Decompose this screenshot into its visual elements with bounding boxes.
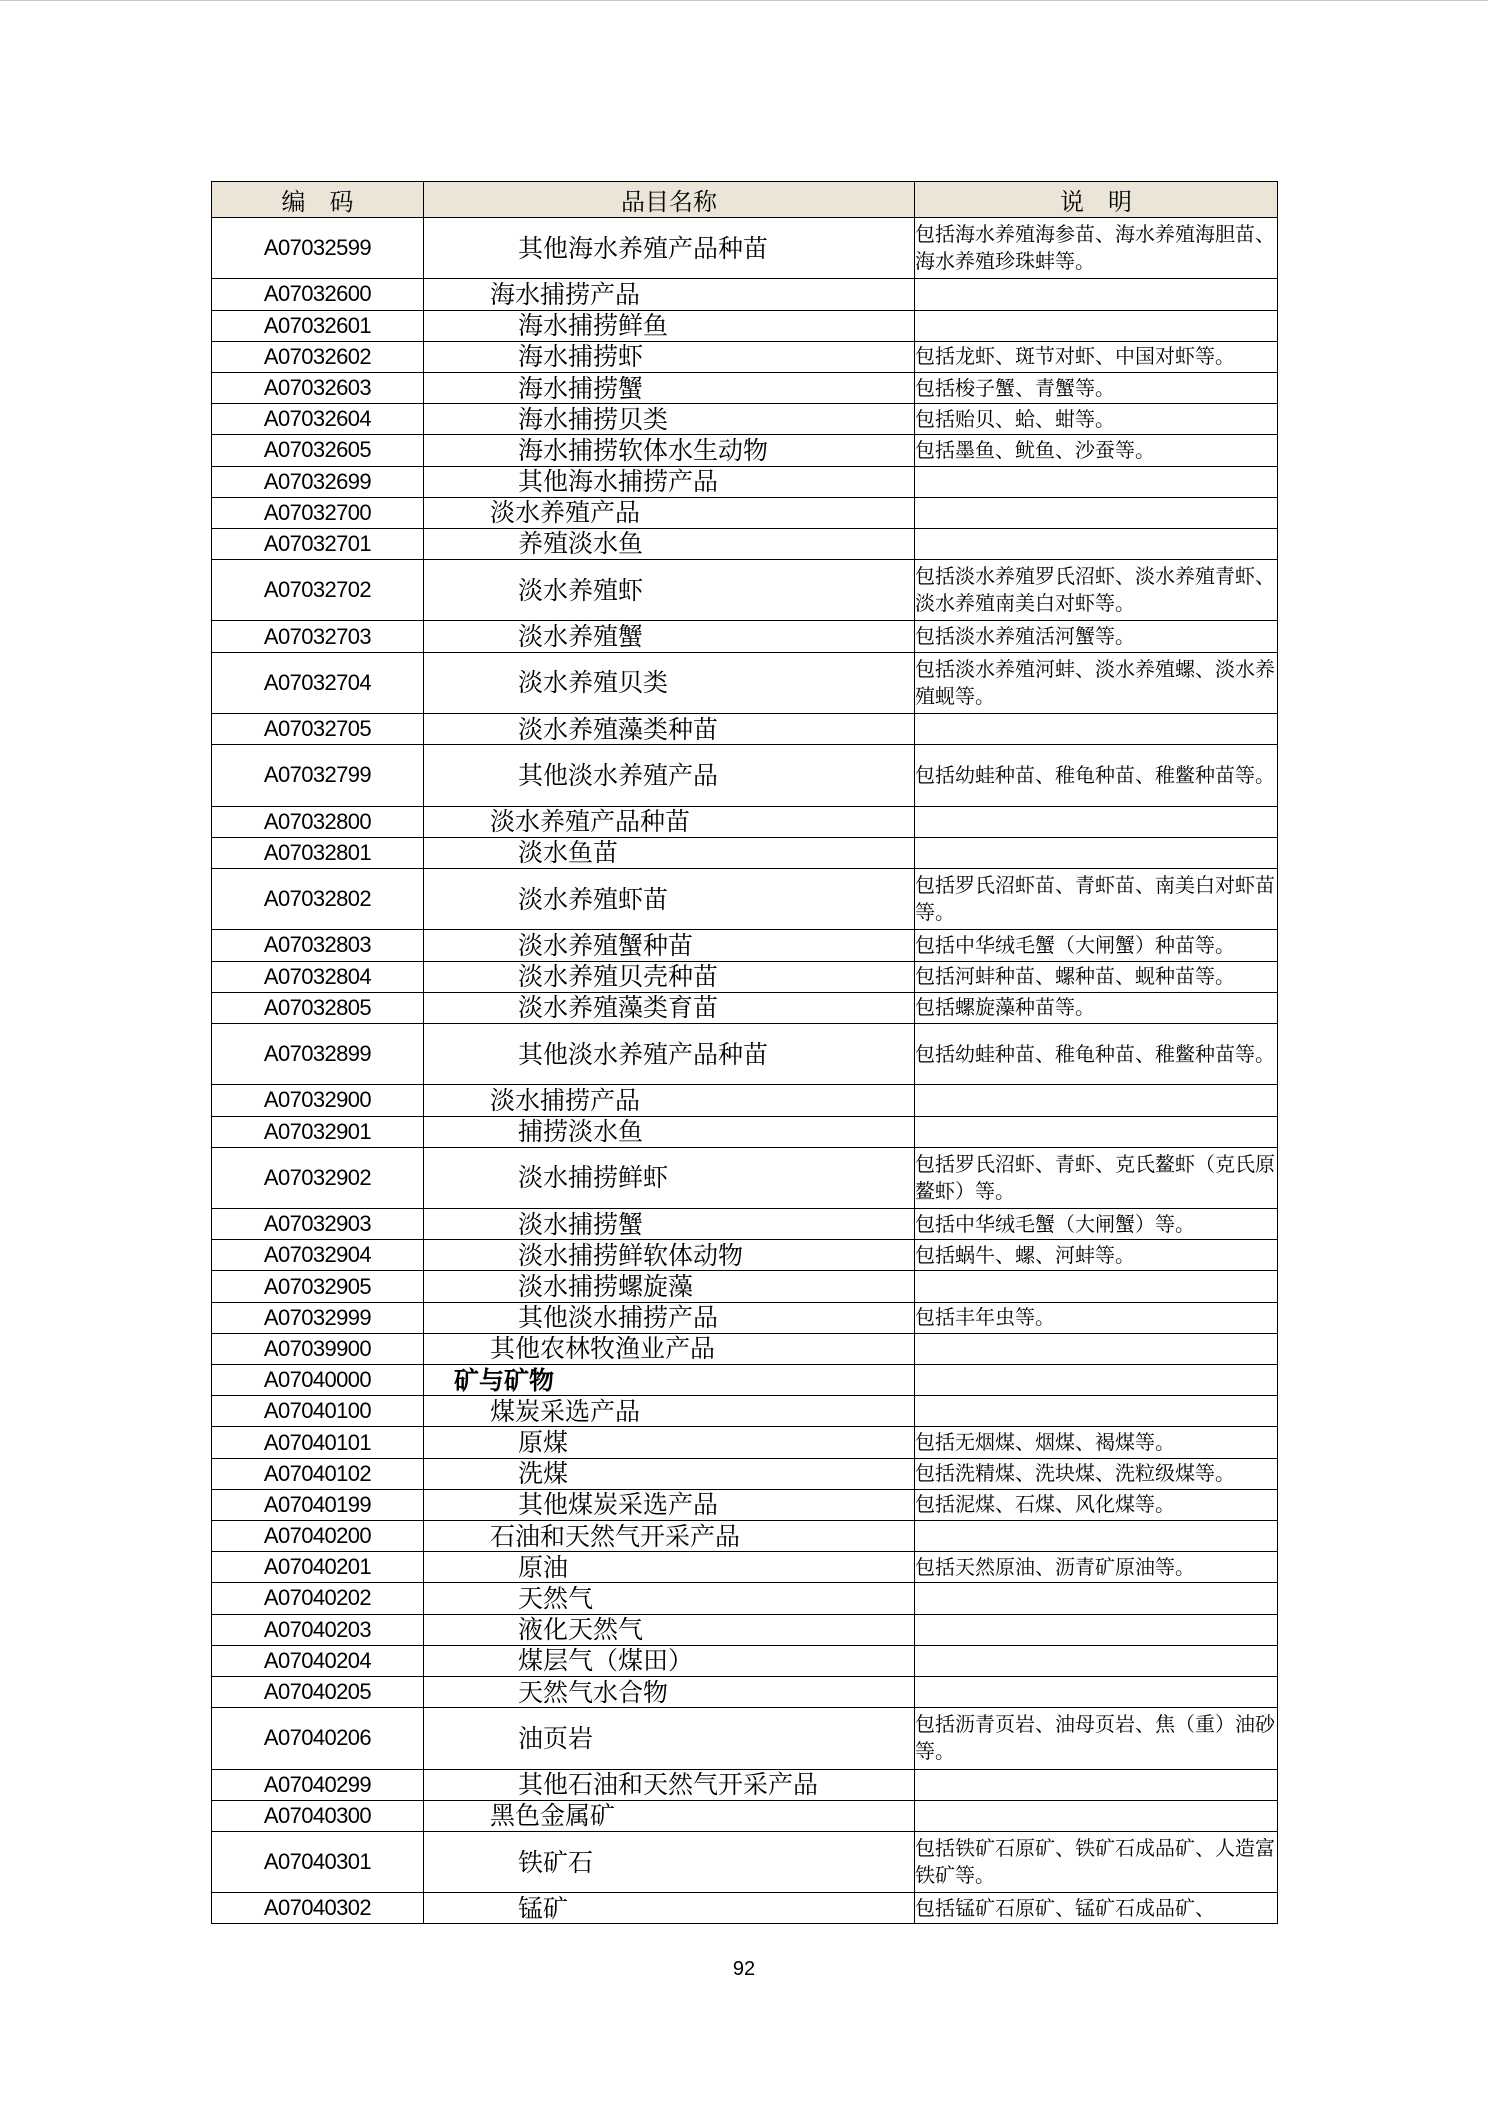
item-code: A07040101 [212,1427,424,1458]
item-code: A07032703 [212,621,424,652]
item-code: A07032599 [212,218,424,279]
item-description: 包括墨鱼、鱿鱼、沙蚕等。 [915,435,1278,466]
item-name: 其他淡水养殖产品 [518,760,719,790]
item-name-cell [424,310,915,341]
item-code: A07039900 [212,1333,424,1364]
item-code: A07040202 [212,1583,424,1614]
item-description: 包括泥煤、石煤、风化煤等。 [915,1489,1278,1520]
item-description [915,1676,1278,1707]
item-description [915,1116,1278,1147]
item-description [915,806,1278,837]
item-name-cell [424,1116,915,1147]
item-code: A07032603 [212,372,424,403]
item-name: 海水捕捞鲜鱼 [518,311,669,341]
item-code: A07032901 [212,1116,424,1147]
item-name: 淡水鱼苗 [518,838,619,868]
item-code: A07032899 [212,1023,424,1084]
item-description [915,1583,1278,1614]
item-description [915,310,1278,341]
table-row [212,528,1278,559]
table-row [212,1893,1278,1924]
item-description: 包括蜗牛、螺、河蚌等。 [915,1240,1278,1271]
item-description: 包括罗氏沼虾、青虾、克氏鳌虾（克氏原鳌虾）等。 [915,1147,1278,1208]
table-row [212,1831,1278,1892]
item-description: 包括铁矿石原矿、铁矿石成品矿、人造富铁矿等。 [915,1831,1278,1892]
item-code: A07032801 [212,837,424,868]
item-name: 海水捕捞虾 [518,342,644,372]
item-code: A07032904 [212,1240,424,1271]
table-row [212,1583,1278,1614]
item-code: A07040300 [212,1800,424,1831]
table-row [212,1240,1278,1271]
item-name-cell [424,652,915,713]
item-name: 海水捕捞贝类 [518,404,669,434]
item-code: A07040205 [212,1676,424,1707]
item-name: 海水捕捞蟹 [518,373,644,403]
item-code: A07032804 [212,961,424,992]
item-name-cell [424,1552,915,1583]
item-description [915,837,1278,868]
item-name-cell [424,528,915,559]
item-name: 捕捞淡水鱼 [518,1117,644,1147]
item-description: 包括海水养殖海参苗、海水养殖海胆苗、海水养殖珍珠蚌等。 [915,218,1278,279]
table-row [212,404,1278,435]
item-name-cell [424,992,915,1023]
table-row [212,218,1278,279]
item-name-cell [424,869,915,930]
item-code: A07032601 [212,310,424,341]
item-name-cell [424,837,915,868]
item-code: A07032903 [212,1209,424,1240]
item-description [915,714,1278,745]
item-name: 天然气水合物 [518,1677,669,1707]
item-name-cell [424,1302,915,1333]
item-code: A07040204 [212,1645,424,1676]
table-row [212,341,1278,372]
table-row [212,310,1278,341]
item-name-cell [424,1520,915,1551]
item-name-cell [424,1489,915,1520]
item-code: A07032705 [212,714,424,745]
item-description: 包括丰年虫等。 [915,1302,1278,1333]
table-row [212,1085,1278,1116]
item-name-cell [424,1893,915,1924]
item-name: 淡水养殖蟹 [518,622,644,652]
item-description [915,497,1278,528]
table-row [212,714,1278,745]
item-name-cell [424,497,915,528]
table-row [212,869,1278,930]
catalog-table [211,181,1278,1924]
table-row [212,1489,1278,1520]
item-code: A07040203 [212,1614,424,1645]
item-name-cell [424,1769,915,1800]
item-description: 包括幼蛙种苗、稚龟种苗、稚鳖种苗等。 [915,1023,1278,1084]
item-description: 包括淡水养殖活河蟹等。 [915,621,1278,652]
item-name-cell [424,435,915,466]
item-code: A07032805 [212,992,424,1023]
item-name-cell [424,372,915,403]
item-name: 石油和天然气开采产品 [490,1521,741,1551]
item-name: 其他海水捕捞产品 [518,467,719,497]
item-code: A07032902 [212,1147,424,1208]
table-row [212,560,1278,621]
item-name-cell [424,1708,915,1769]
table-row [212,1552,1278,1583]
item-description: 包括洗精煤、洗块煤、洗粒级煤等。 [915,1458,1278,1489]
item-code: A07032702 [212,560,424,621]
item-name-cell [424,806,915,837]
item-description: 包括淡水养殖罗氏沼虾、淡水养殖青虾、淡水养殖南美白对虾等。 [915,560,1278,621]
item-name-cell [424,1645,915,1676]
item-name: 原油 [518,1552,569,1582]
item-name: 锰矿 [518,1893,569,1923]
item-code: A07032799 [212,745,424,806]
table-body [212,218,1278,1924]
item-name-cell [424,1583,915,1614]
item-name-cell [424,218,915,279]
item-code: A07032999 [212,1302,424,1333]
desc-header: 说 明 [915,182,1278,218]
item-name: 淡水捕捞鲜虾 [518,1163,669,1193]
item-name: 淡水养殖产品种苗 [490,807,691,837]
item-name-cell [424,1023,915,1084]
item-description: 包括河蚌种苗、螺种苗、蚬种苗等。 [915,961,1278,992]
item-name-cell [424,1831,915,1892]
item-code: A07032900 [212,1085,424,1116]
item-name-cell [424,1240,915,1271]
item-name-cell [424,341,915,372]
item-name-cell [424,1085,915,1116]
item-name-cell [424,1676,915,1707]
table-row [212,992,1278,1023]
item-code: A07040299 [212,1769,424,1800]
item-code: A07032600 [212,279,424,310]
item-name: 其他海水养殖产品种苗 [518,233,769,263]
item-name-cell [424,1271,915,1302]
item-name: 海水捕捞软体水生动物 [518,435,769,465]
item-name: 淡水捕捞螺旋藻 [518,1272,694,1302]
item-name: 液化天然气 [518,1615,644,1645]
item-name: 煤层气（煤田） [518,1646,694,1676]
table-row [212,837,1278,868]
item-name-cell [424,1800,915,1831]
item-name: 淡水养殖虾苗 [518,884,669,914]
table-row [212,961,1278,992]
item-name: 矿与矿物 [454,1365,555,1395]
item-name: 油页岩 [518,1723,594,1753]
item-name-cell [424,1396,915,1427]
item-description [915,279,1278,310]
table-row [212,1116,1278,1147]
item-description [915,1271,1278,1302]
table-row [212,1271,1278,1302]
item-description [915,528,1278,559]
item-code: A07032701 [212,528,424,559]
item-description: 包括罗氏沼虾苗、青虾苗、南美白对虾苗等。 [915,869,1278,930]
item-name: 其他淡水捕捞产品 [518,1303,719,1333]
item-name-cell [424,1333,915,1364]
table-row [212,1645,1278,1676]
table-row [212,435,1278,466]
item-name-cell [424,1458,915,1489]
item-name: 煤炭采选产品 [490,1396,641,1426]
table-row [212,1396,1278,1427]
table-row [212,466,1278,497]
item-code: A07032800 [212,806,424,837]
item-description [915,1396,1278,1427]
table-row [212,1676,1278,1707]
item-name: 淡水捕捞鲜软体动物 [518,1240,744,1270]
table-row [212,745,1278,806]
item-code: A07040201 [212,1552,424,1583]
item-code: A07032802 [212,869,424,930]
item-name: 淡水养殖产品 [490,498,641,528]
item-code: A07040102 [212,1458,424,1489]
item-name: 其他煤炭采选产品 [518,1490,719,1520]
item-description: 包括无烟煤、烟煤、褐煤等。 [915,1427,1278,1458]
item-name: 洗煤 [518,1459,569,1489]
table-row [212,1302,1278,1333]
table-row [212,1800,1278,1831]
item-code: A07032602 [212,341,424,372]
item-code: A07032704 [212,652,424,713]
item-name: 淡水养殖贝壳种苗 [518,962,719,992]
table-row [212,1769,1278,1800]
table-row [212,621,1278,652]
item-name: 淡水养殖贝类 [518,668,669,698]
item-code: A07032700 [212,497,424,528]
item-name: 其他石油和天然气开采产品 [518,1770,819,1800]
table-row [212,279,1278,310]
item-description: 包括中华绒毛蟹（大闸蟹）等。 [915,1209,1278,1240]
item-description [915,1800,1278,1831]
item-name: 铁矿石 [518,1847,594,1877]
item-description: 包括梭子蟹、青蟹等。 [915,372,1278,403]
item-description: 包括沥青页岩、油母页岩、焦（重）油砂等。 [915,1708,1278,1769]
item-name: 淡水捕捞蟹 [518,1209,644,1239]
item-name: 其他淡水养殖产品种苗 [518,1039,769,1069]
item-code: A07032905 [212,1271,424,1302]
item-name: 其他农林牧渔业产品 [490,1334,716,1364]
item-name: 淡水养殖蟹种苗 [518,930,694,960]
item-description: 包括螺旋藻种苗等。 [915,992,1278,1023]
item-name-cell [424,714,915,745]
item-name-cell [424,279,915,310]
table-row [212,930,1278,961]
table-row [212,1427,1278,1458]
item-name-cell [424,1614,915,1645]
item-name: 淡水捕捞产品 [490,1085,641,1115]
item-name-cell [424,404,915,435]
item-name-cell [424,1147,915,1208]
item-name: 黑色金属矿 [490,1801,616,1831]
item-code: A07040200 [212,1520,424,1551]
item-name: 淡水养殖藻类育苗 [518,993,719,1023]
table-row [212,1209,1278,1240]
item-code: A07040000 [212,1365,424,1396]
item-name-cell [424,466,915,497]
item-code: A07032699 [212,466,424,497]
item-code: A07040302 [212,1893,424,1924]
page-number: 92 [732,1958,756,1980]
item-name-cell [424,930,915,961]
table-row [212,652,1278,713]
item-code: A07032604 [212,404,424,435]
item-name-cell [424,745,915,806]
item-name-cell [424,621,915,652]
item-description: 包括龙虾、斑节对虾、中国对虾等。 [915,341,1278,372]
item-description: 包括幼蛙种苗、稚龟种苗、稚鳖种苗等。 [915,745,1278,806]
table-row [212,806,1278,837]
table-row [212,1708,1278,1769]
item-description [915,1520,1278,1551]
header-row [212,182,1278,218]
item-name: 海水捕捞产品 [490,279,641,309]
table-row [212,1023,1278,1084]
table-row [212,1458,1278,1489]
item-description: 包括中华绒毛蟹（大闸蟹）种苗等。 [915,930,1278,961]
item-description [915,1769,1278,1800]
item-description: 包括贻贝、蛤、蚶等。 [915,404,1278,435]
item-description [915,1333,1278,1364]
table-row [212,497,1278,528]
item-description [915,1614,1278,1645]
item-description [915,1645,1278,1676]
item-description [915,1365,1278,1396]
item-code: A07040301 [212,1831,424,1892]
item-name-cell [424,1365,915,1396]
item-description: 包括天然原油、沥青矿原油等。 [915,1552,1278,1583]
code-header: 编 码 [212,182,424,218]
name-header: 品目名称 [424,182,915,218]
table-row [212,1520,1278,1551]
item-name: 淡水养殖虾 [518,575,644,605]
item-name: 天然气 [518,1583,594,1613]
item-description: 包括锰矿石原矿、锰矿石成品矿、 [915,1893,1278,1924]
item-name: 原煤 [518,1428,569,1458]
item-description [915,466,1278,497]
item-code: A07040206 [212,1708,424,1769]
item-description: 包括淡水养殖河蚌、淡水养殖螺、淡水养殖蚬等。 [915,652,1278,713]
item-name-cell [424,961,915,992]
item-name-cell [424,560,915,621]
item-code: A07040199 [212,1489,424,1520]
item-description [915,1085,1278,1116]
table-row [212,372,1278,403]
table-row [212,1333,1278,1364]
item-code: A07032605 [212,435,424,466]
table-row [212,1147,1278,1208]
top-border [0,0,1488,1]
item-code: A07032803 [212,930,424,961]
item-name: 养殖淡水鱼 [518,529,644,559]
table-row [212,1365,1278,1396]
item-code: A07040100 [212,1396,424,1427]
item-name: 淡水养殖藻类种苗 [518,714,719,744]
item-name-cell [424,1209,915,1240]
table-row [212,1614,1278,1645]
item-name-cell [424,1427,915,1458]
